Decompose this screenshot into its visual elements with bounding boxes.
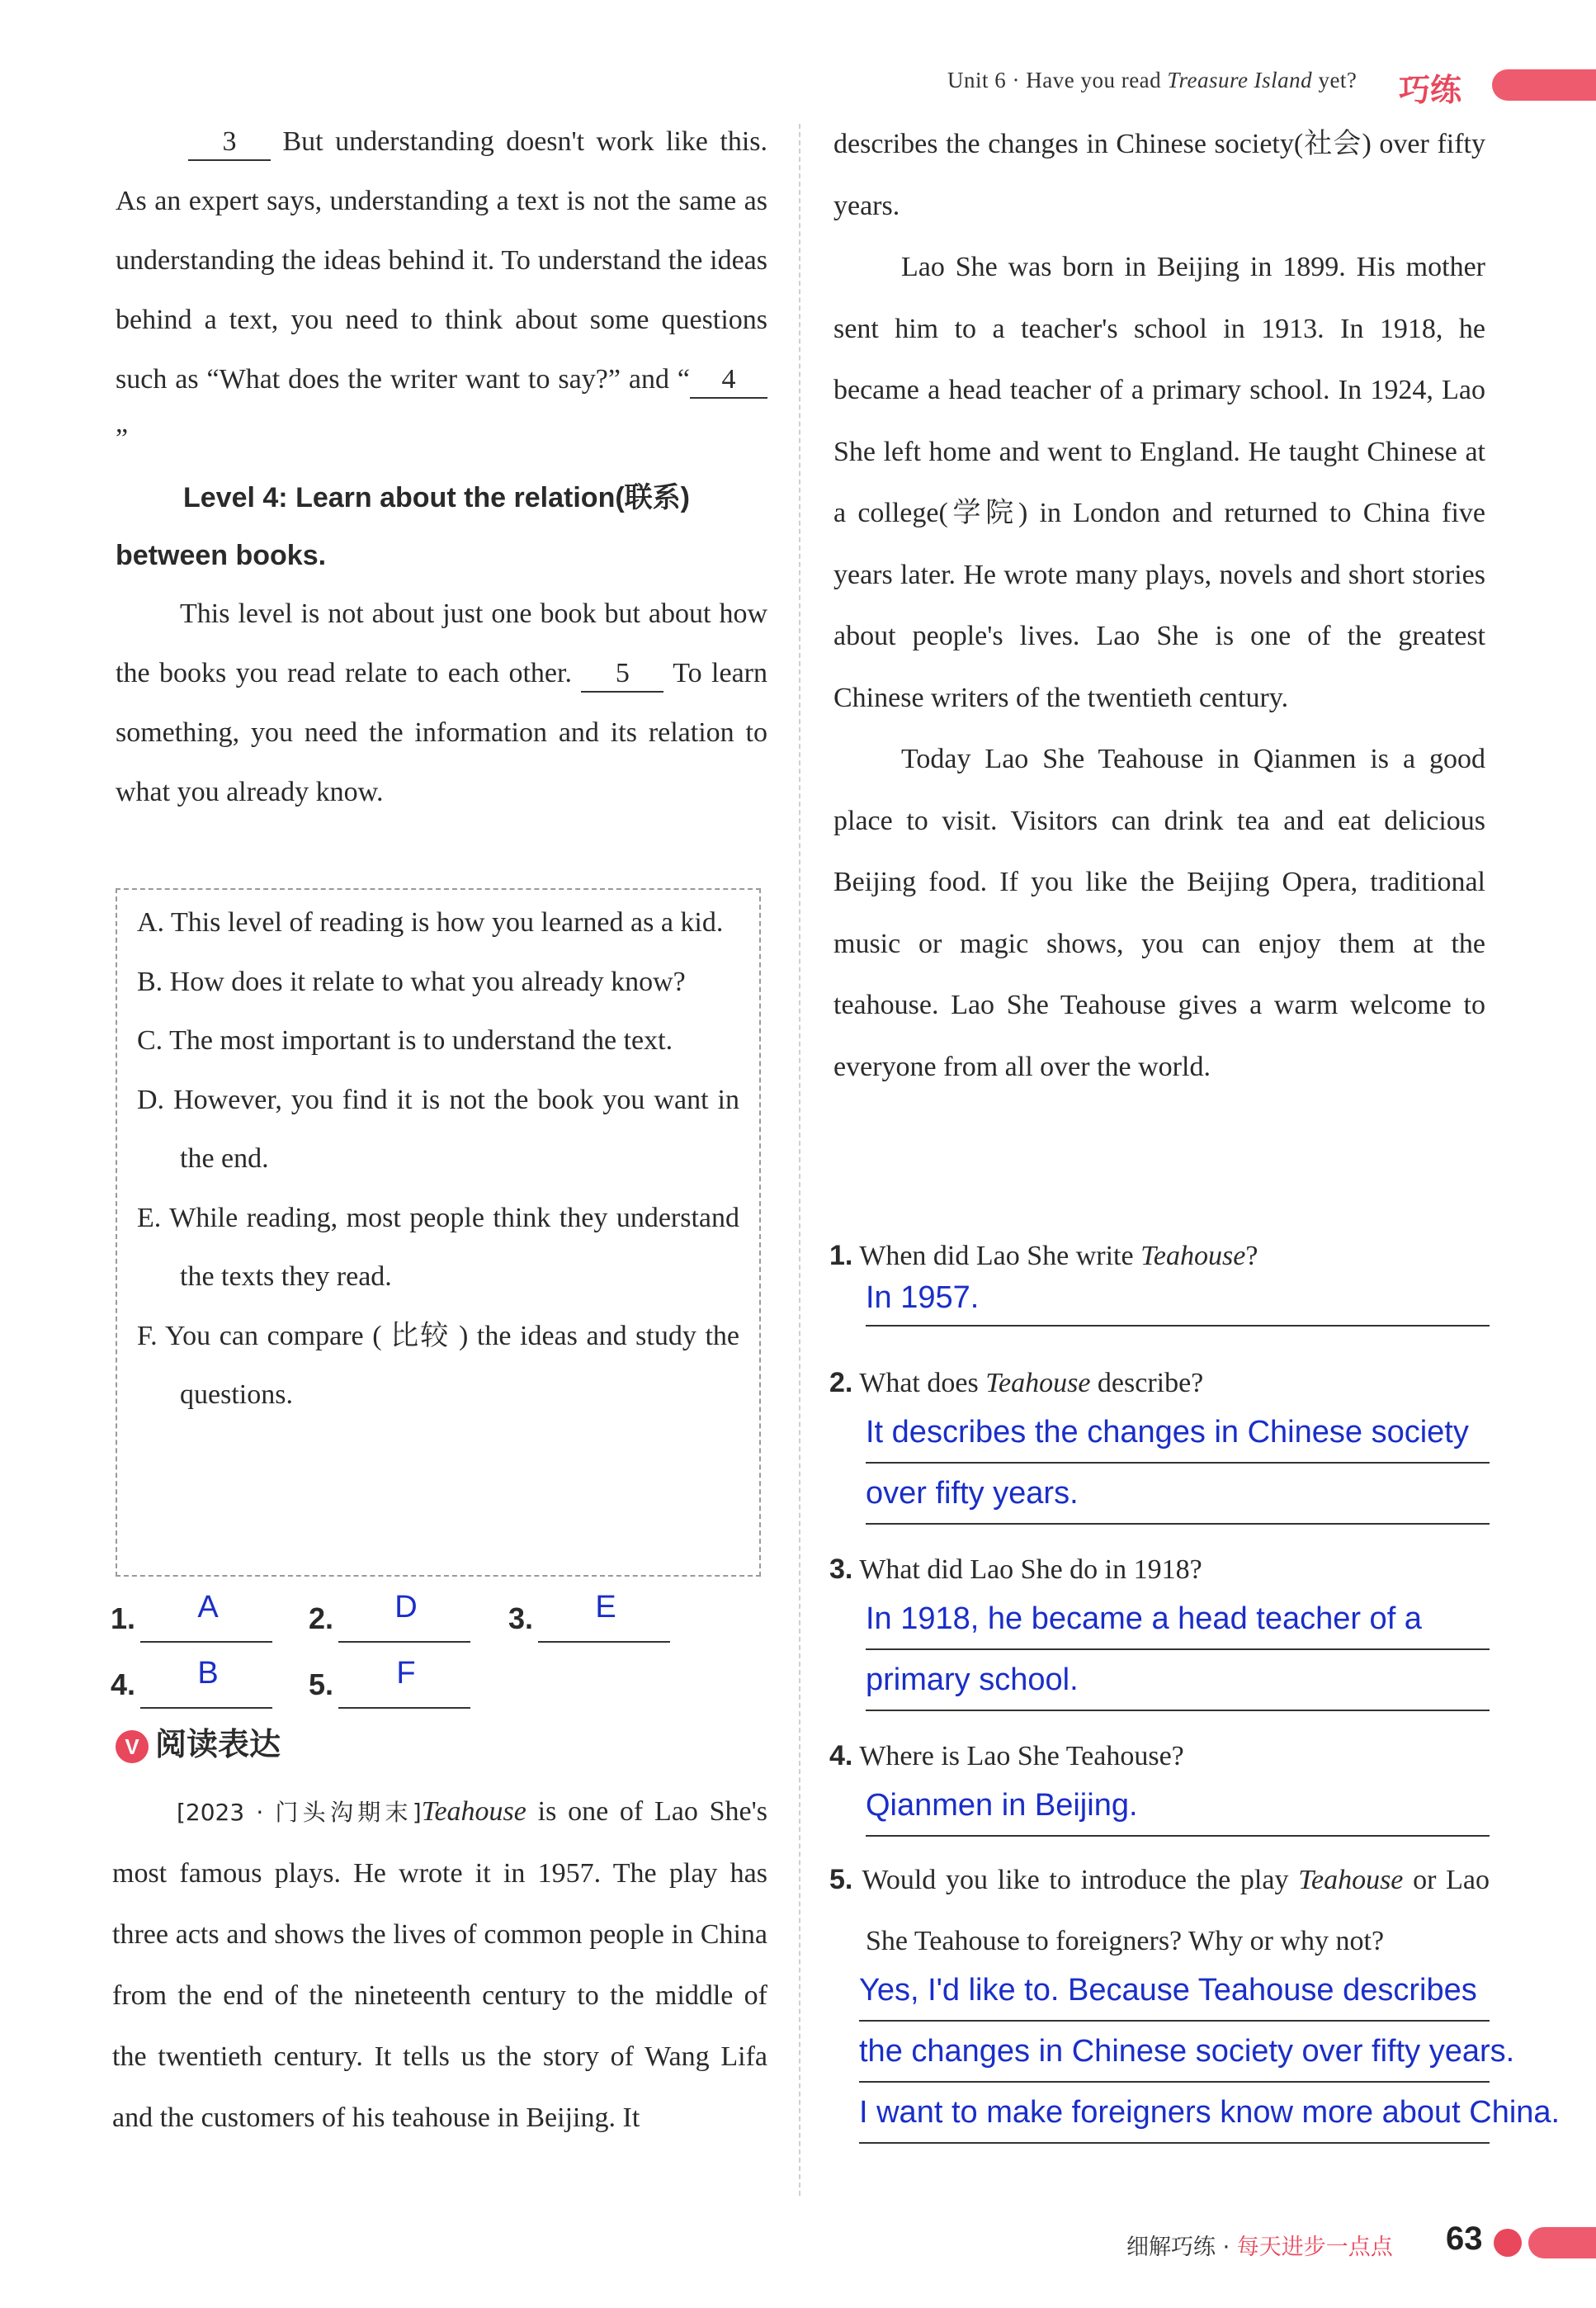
option-b: B. How does it relate to what you already know? [137,966,686,997]
option-a: A. This level of reading is how you learned as a kid. [137,907,724,938]
page-number: 63 [1446,2221,1483,2257]
page-footer [1122,2221,1596,2270]
page-dot-icon [1494,2229,1522,2257]
reading-p1-cont: describes the changes in Chinese society(社会) over fifty years. [833,129,1485,221]
answer-blanks: 1. A 2. D 3. E 4. B 5. F [111,1583,771,1715]
footer-slogan: 细解巧练 · 每天进步一点点 [1126,2235,1393,2260]
reading-passage-start: [2023 · 门头沟期末]Teahouse is one of Lao She's most famous plays. He wrote it in 1957. The play has three acts and shows the lives of common people in China from the end of the nineteenth century to the middle of the twentieth century. It tells us the story of Wang Lifa and the customers of his teahouse in Beijing. It [112,1796,768,2133]
blank-5[interactable]: 5 [581,656,663,693]
answer-line-3a[interactable]: In 1918, he became a head teacher of a [866,1589,1490,1650]
answer-line-2a[interactable]: It describes the changes in Chinese society [866,1402,1490,1464]
reading-p2: Lao She was born in Beijing in 1899. His mother sent him to a teacher's school in 1913. In 1918, he became a head teacher of a primary school. In 1924, Lao She left home and went to England. He taught Chinese at a college(学院) in London and returned to China five years later. He wrote many plays, novels and short stories about people's lives. Lao She is one of the greatest Chinese writers of the twentieth century. [833,252,1485,713]
option-e: E. While reading, most people think they understand the texts they read. [137,1202,739,1292]
reading-p3: Today Lao She Teahouse in Qianmen is a good place to visit. Visitors can drink tea and eat delicious Beijing food. If you like the Beijing Opera, traditional music or magic shows, you can enjoy them at the teahouse. Lao She Teahouse gives a warm welcome to everyone from all over the world. [833,744,1485,1082]
section-title: V 阅读表达 [116,1719,281,1764]
question-5: 5. Would you like to introduce the play Teahouse or Lao She Teahouse to foreigners? Why or why not? Yes, I'd like to. Because Teahouse describes the changes in Chinese society over fifty years. I want to make foreigners know more about China. [829,1849,1490,2144]
answer-line-2b[interactable]: over fifty years. [866,1464,1490,1525]
blank-4[interactable]: 4 [690,362,767,399]
option-d: D. However, you find it is not the book you want in the end. [137,1084,739,1174]
title-word: Teahouse [421,1796,526,1827]
answer-line-3b[interactable]: primary school. [866,1650,1490,1711]
column-divider [799,124,800,2196]
page-header [941,64,1596,106]
question-2: 2. What does Teahouse describe? It describes the changes in Chinese society over fifty years. [829,1352,1490,1539]
section-badge-icon: V [116,1730,149,1763]
answer-line-1[interactable]: In 1957. [866,1275,1490,1327]
answer-line-5a[interactable]: Yes, I'd like to. Because Teahouse describes [859,1960,1490,2022]
question-1: 1. When did Lao She write Teahouse? In 1957. [829,1225,1490,1341]
option-f: F. You can compare ( 比较 ) the ideas and study the questions. [137,1320,739,1410]
header-brand: 巧练 [1399,72,1462,108]
header-accent-bar [1492,69,1596,101]
header-unit-title: Unit 6 · Have you read Treasure Island yet? [947,68,1358,92]
footer-accent-bar [1528,2227,1596,2258]
left-column [116,112,767,822]
right-column [833,114,1485,1098]
question-4: 4. Where is Lao She Teahouse? Qianmen in Beijing. [829,1725,1490,1849]
source-tag: [2023 · 门头沟期末] [177,1799,422,1826]
paragraph-level3-end: 3 But understanding doesn't work like this. As an expert says, understanding a text is not the same as understanding the ideas behind it. To understand the ideas behind a text, you need to think about some questions such as “What does the writer want to say?” and “ 4” [116,126,767,454]
answer-line-4[interactable]: Qianmen in Beijing. [866,1776,1490,1837]
answer-line-5b[interactable]: the changes in Chinese society over fifty years. [859,2022,1490,2083]
paragraph-level4: This level is not about just one book but about how the books you read relate to each other. 5 To learn something, you need the information and its relation to what you already know. [116,598,768,807]
questions [829,1225,1561,2144]
options-box [116,888,761,1577]
option-c: C. The most important is to understand the text. [137,1025,673,1056]
question-3: 3. What did Lao She do in 1918? In 1918, he became a head teacher of a primary school. [829,1539,1490,1725]
blank-3[interactable]: 3 [188,125,271,161]
answer-line-5c[interactable]: I want to make foreigners know more about China. [859,2083,1490,2144]
level4-heading: Level 4: Learn about the relation(联系) between books. [116,482,690,571]
